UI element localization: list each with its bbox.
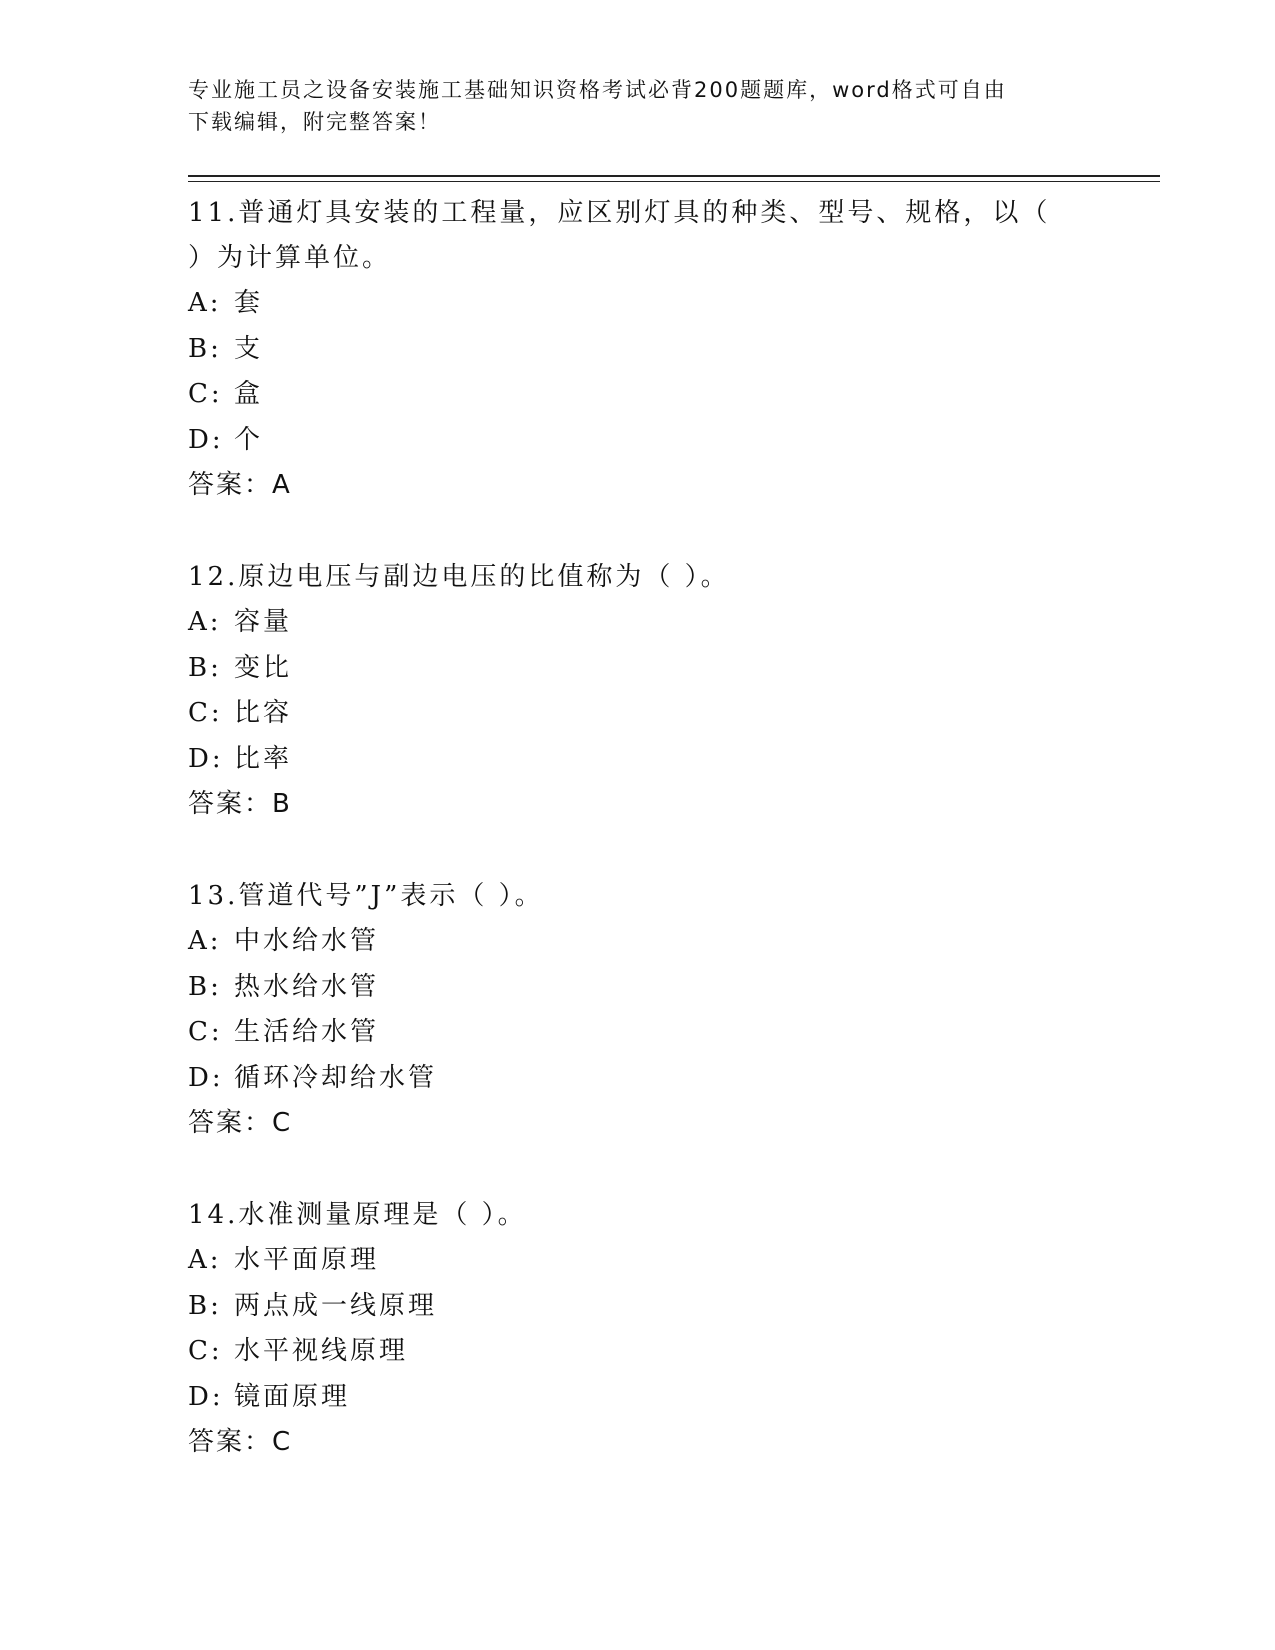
option-text: 水平面原理 [234,1245,380,1275]
option-text: 比容 [234,698,293,728]
question-spacer [188,827,1068,874]
question-14 [188,1193,1068,1465]
option-key: B: [188,1290,222,1321]
option-key: C: [188,1336,223,1366]
option-key: C: [188,698,223,728]
option-text: 热水给水管 [234,971,380,1002]
option-a [188,281,1068,327]
option-text: 容量 [234,607,293,637]
option-key: A: [188,288,222,318]
question-stem: 13.管道代号”J”表示（ ）。 [188,881,544,911]
question-stem-line-2: ）为计算单位。 [188,243,392,273]
option-b [188,965,1068,1011]
option-c [188,1329,1068,1375]
option-text: 镜面原理 [234,1381,351,1412]
option-a [188,919,1068,965]
question-spacer [188,1146,1068,1193]
header-line-2: 下载编辑，附完整答案！ [188,110,441,134]
answer-line: 答案：C [188,1108,293,1138]
option-key: B: [188,971,222,1002]
option-text: 变比 [234,652,293,683]
option-text: 个 [234,424,264,455]
option-key: D: [188,1381,224,1412]
option-b [188,1284,1068,1330]
question-list [188,191,1068,1465]
option-text: 循环冷却给水管 [234,1062,438,1093]
question-spacer [188,508,1068,555]
question-stem: 14.水准测量原理是（ ）。 [188,1200,527,1230]
option-key: B: [188,333,222,364]
option-a [188,600,1068,646]
option-text: 中水给水管 [234,926,380,956]
header-divider-thin [188,181,1160,182]
option-b [188,646,1068,692]
option-text: 套 [234,288,264,318]
option-c [188,372,1068,418]
option-a [188,1238,1068,1284]
option-b [188,327,1068,373]
option-text: 比率 [234,743,293,774]
option-key: C: [188,379,223,409]
option-key: D: [188,743,224,774]
option-c [188,691,1068,737]
option-text: 盒 [234,379,264,409]
answer-line: 答案：C [188,1427,293,1457]
option-d [188,418,1068,464]
option-d [188,1375,1068,1421]
option-text: 生活给水管 [234,1017,380,1047]
option-c [188,1010,1068,1056]
option-key: A: [188,1245,222,1275]
question-stem [188,191,1068,281]
header-line-1: 专业施工员之设备安装施工基础知识资格考试必背200题题库，word格式可自由 [188,78,1007,102]
question-13 [188,874,1068,1146]
option-key: C: [188,1017,223,1047]
answer-line: 答案：B [188,789,292,819]
option-key: D: [188,424,224,455]
question-stem-line-1: 11.普通灯具安装的工程量，应区别灯具的种类、型号、规格，以（ [188,198,1051,228]
question-11 [188,191,1068,508]
option-text: 支 [234,333,264,364]
document-header [188,74,1068,138]
option-d [188,737,1068,783]
option-text: 两点成一线原理 [234,1290,438,1321]
option-text: 水平视线原理 [234,1336,409,1366]
answer-line: 答案：A [188,470,292,500]
question-stem: 12.原边电压与副边电压的比值称为（ ）。 [188,562,730,592]
option-key: B: [188,652,222,683]
option-key: A: [188,607,222,637]
question-12 [188,555,1068,827]
header-divider-thick [188,175,1160,177]
option-key: D: [188,1062,224,1093]
option-d [188,1056,1068,1102]
option-key: A: [188,926,222,956]
